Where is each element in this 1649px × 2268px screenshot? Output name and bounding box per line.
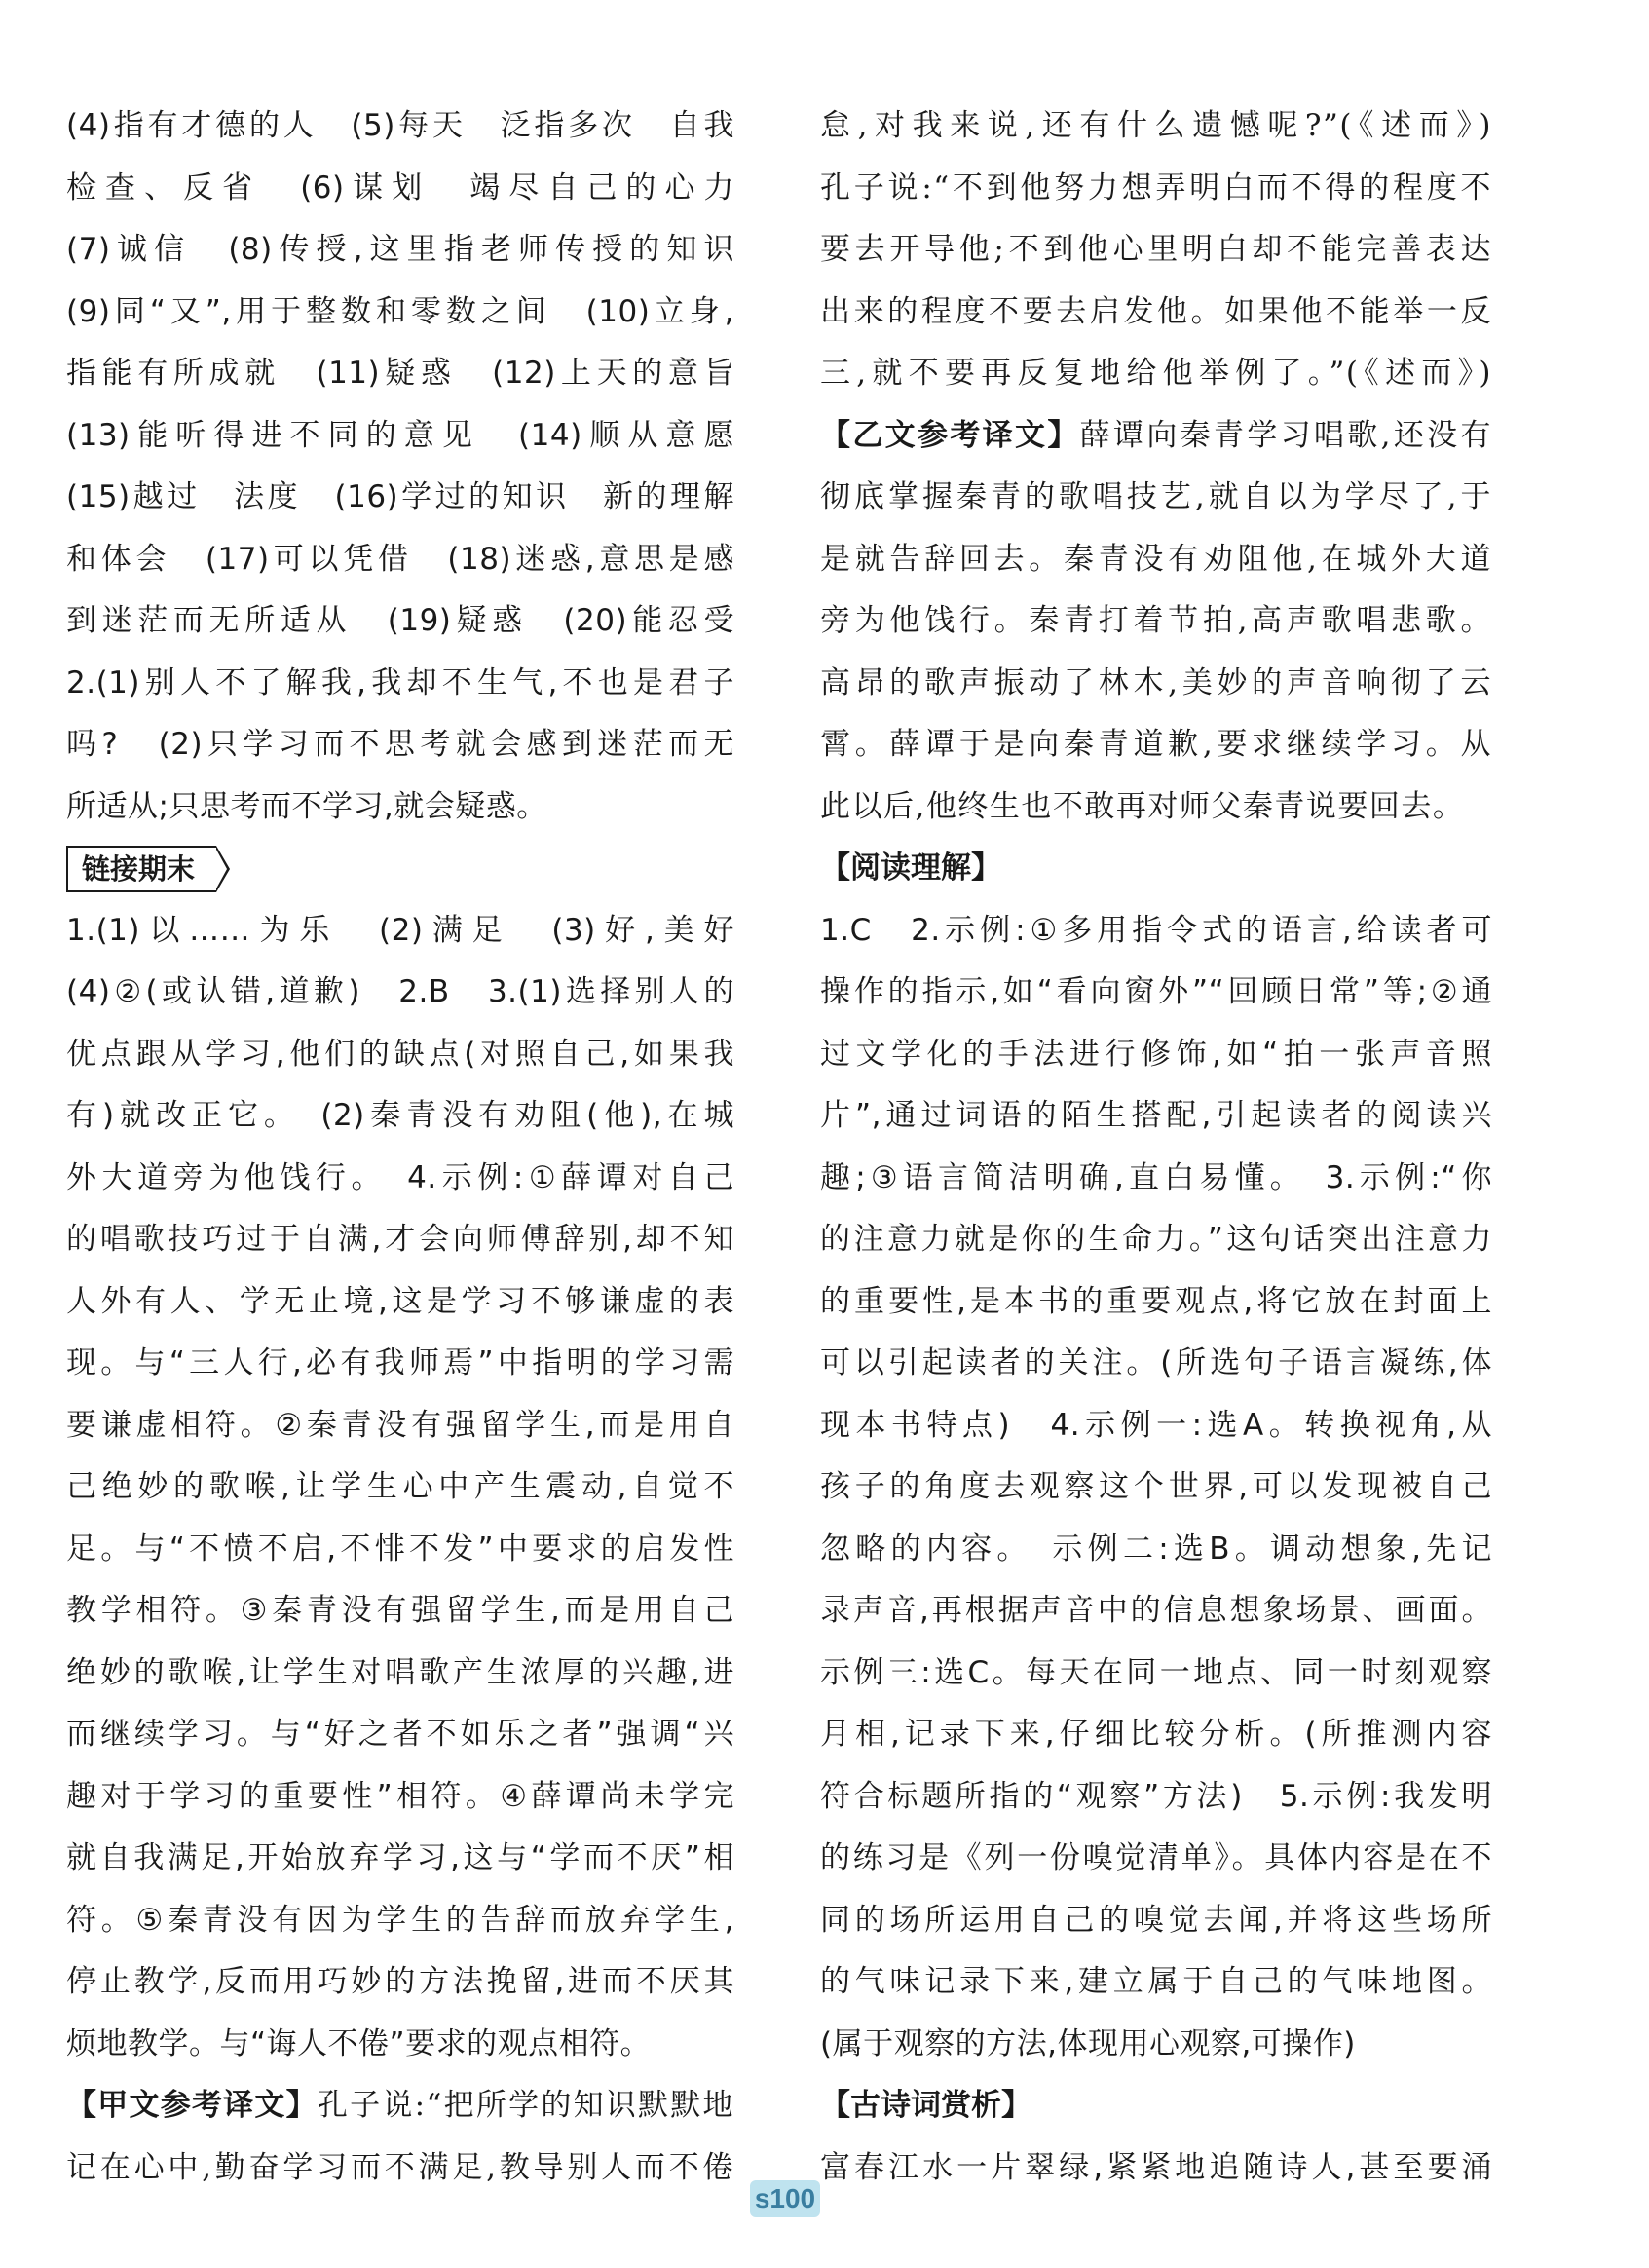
text-line: 片”,通过词语的陌生搭配,引起读者的阅读兴 [820, 1098, 1492, 1133]
poem-heading-row [820, 2075, 1492, 2137]
reading-heading: 【阅读理解】 [820, 850, 1001, 886]
yi-translation [820, 405, 1492, 839]
text-line: 是就告辞回去。秦青没有劝阻他,在城外大道 [820, 541, 1492, 577]
text-line: 符合标题所指的“观察”方法) 5.示例:我发明 [820, 1778, 1492, 1814]
text-line [66, 2075, 734, 2137]
vocabulary-answers [66, 95, 734, 838]
text-line: 示例三:选C。每天在同一地点、同一时刻观察 [820, 1654, 1492, 1690]
text-line: 和体会 (17)可以凭借 (18)迷惑,意思是感 [66, 541, 734, 577]
text-line: 的练习是《列一份嗅觉清单》。具体内容是在不 [820, 1840, 1492, 1875]
text-line: 彻底掌握秦青的歌唱技艺,就自以为学尽了,于 [820, 479, 1492, 514]
text-line: (7)诚信 (8)传授,这里指老师传授的知识 [66, 232, 734, 267]
text-line: 富春江水一片翠绿,紧紧地追随诗人,甚至要涌 [820, 2149, 1492, 2185]
right-column [820, 95, 1492, 2199]
text-line: 三,就不要再反复地给他举例了。”(《述而》) [820, 356, 1492, 391]
text-line: 绝妙的歌喉,让学生对唱歌产生浓厚的兴趣,进 [66, 1654, 734, 1690]
text-line: 记在心中,勤奋学习而不满足,教导别人而不倦 [66, 2149, 734, 2185]
text-line: (4)指有才德的人 (5)每天 泛指多次 自我 [66, 108, 734, 143]
text-line: (属于观察的方法,体现用心观察,可操作) [820, 2025, 1356, 2061]
yi-heading: 【乙文参考译文】 [820, 417, 1080, 453]
text-line: 出来的程度不要去启发他。如果他不能举一反 [820, 293, 1492, 329]
text-line: 要去开导他;不到他心里明白却不能完善表达 [820, 232, 1492, 267]
text-line: (4)②(或认错,道歉) 2.B 3.(1)选择别人的 [66, 974, 734, 1009]
reading-heading-row [820, 838, 1492, 900]
text-line: (13)能听得进不同的意见 (14)顺从意愿 [66, 417, 734, 453]
text-line: 旁为他饯行。秦青打着节拍,高声歌唱悲歌。 [820, 603, 1492, 638]
text-line: 的注意力就是你的生命力。”这句话突出注意力 [820, 1222, 1492, 1257]
jia-translation [66, 2075, 734, 2199]
text-line: 的唱歌技巧过于自满,才会向师傅辞别,却不知 [66, 1222, 734, 1257]
text-line: 趣对于学习的重要性”相符。④薛谭尚未学完 [66, 1778, 734, 1814]
final-link-answers [66, 900, 734, 2076]
text-line [820, 405, 1492, 468]
text-line: (15)越过 法度 (16)学过的知识 新的理解 [66, 479, 734, 514]
text-line: 就自我满足,开始放弃学习,这与“学而不厌”相 [66, 1840, 734, 1875]
text-line: 足。与“不愤不启,不悱不发”中要求的启发性 [66, 1531, 734, 1567]
text-line: 所适从;只思考而不学习,就会疑惑。 [66, 788, 547, 824]
text-line: 可以引起读者的关注。(所选句子语言凝练,体 [820, 1345, 1492, 1380]
text-line: 烦地教学。与“诲人不倦”要求的观点相符。 [66, 2025, 652, 2061]
text-line: 2.(1)别人不了解我,我却不生气,不也是君子 [66, 664, 734, 700]
text-line: 现本书特点) 4.示例一:选A。转换视角,从 [820, 1407, 1492, 1443]
text-line: 趣;③语言简洁明确,直白易懂。 3.示例:“你 [820, 1159, 1492, 1195]
jia-heading: 【甲文参考译文】 [66, 2088, 318, 2123]
text-line: 孔子说:“不到他努力想弄明白而不得的程度不 [820, 170, 1492, 206]
text-line: 指能有所成就 (11)疑惑 (12)上天的意旨 [66, 356, 734, 391]
text-line: 检查、反省 (6)谋划 竭尽自己的心力 [66, 170, 734, 206]
text-line: 要谦虚相符。②秦青没有强留学生,而是用自 [66, 1407, 734, 1443]
text-line: 1.C 2.示例:①多用指令式的语言,给读者可 [820, 912, 1492, 948]
section-tag-row [66, 838, 734, 900]
text-line: 的气味记录下来,建立属于自己的气味地图。 [820, 1964, 1492, 1999]
text-line: 怠,对我来说,还有什么遗憾呢?”(《述而》) [820, 108, 1492, 143]
text-line: 的重要性,是本书的重要观点,将它放在封面上 [820, 1283, 1492, 1319]
text-line: 忽略的内容。 示例二:选B。调动想象,先记 [820, 1531, 1492, 1567]
poem-analysis [820, 2137, 1492, 2200]
page-number: s100 [750, 2180, 820, 2217]
text-line: 优点跟从学习,他们的缺点(对照自己,如果我 [66, 1036, 734, 1072]
section-tag-link-final: 链接期末 [66, 846, 216, 892]
text-line: 月相,记录下来,仔细比较分析。(所推测内容 [820, 1717, 1492, 1752]
text-line: 符。⑤秦青没有因为学生的告辞而放弃学生, [66, 1902, 734, 1938]
text-line: (9)同“又”,用于整数和零数之间 (10)立身, [66, 293, 734, 329]
text-line: 1.(1)以……为乐 (2)满足 (3)好,美好 [66, 912, 734, 948]
text-line: 同的场所运用自己的嗅觉去闻,并将这些场所 [820, 1902, 1492, 1938]
jia-translation-continued [820, 95, 1492, 405]
text-line: 到迷茫而无所适从 (19)疑惑 (20)能忍受 [66, 603, 734, 638]
text-line: 吗? (2)只学习而不思考就会感到迷茫而无 [66, 727, 734, 762]
left-column [66, 95, 734, 2199]
text-line: 操作的指示,如“看向窗外”“回顾日常”等;②通 [820, 974, 1492, 1009]
text-line: 现。与“三人行,必有我师焉”中指明的学习需 [66, 1345, 734, 1380]
text-line: 而继续学习。与“好之者不如乐之者”强调“兴 [66, 1717, 734, 1752]
text-line: 教学相符。③秦青没有强留学生,而是用自己 [66, 1593, 734, 1628]
text-line: 外大道旁为他饯行。 4.示例:①薛谭对自己 [66, 1159, 734, 1195]
text-line: 此以后,他终生也不敢再对师父秦青说要回去。 [820, 788, 1465, 824]
text-line: 过文学化的手法进行修饰,如“拍一张声音照 [820, 1036, 1492, 1072]
reading-answers [820, 900, 1492, 2076]
text-line: 有)就改正它。 (2)秦青没有劝阻(他),在城 [66, 1098, 734, 1133]
text-line: 霄。薛谭于是向秦青道歉,要求继续学习。从 [820, 727, 1492, 762]
text-line: 停止教学,反而用巧妙的方法挽留,进而不厌其 [66, 1964, 734, 1999]
text-line: 高昂的歌声振动了林木,美妙的声音响彻了云 [820, 664, 1492, 700]
text-line: 人外有人、学无止境,这是学习不够谦虚的表 [66, 1283, 734, 1319]
text-line: 孩子的角度去观察这个世界,可以发现被自己 [820, 1469, 1492, 1504]
text-line: 己绝妙的歌喉,让学生心中产生震动,自觉不 [66, 1469, 734, 1504]
yi-first-text: 薛谭向秦青学习唱歌,还没有 [1079, 417, 1492, 453]
poem-heading: 【古诗词赏析】 [820, 2088, 1031, 2123]
jia-first-text: 孔子说:“把所学的知识默默地 [317, 2088, 735, 2123]
text-line: 录声音,再根据声音中的信息想象场景、画面。 [820, 1593, 1492, 1628]
